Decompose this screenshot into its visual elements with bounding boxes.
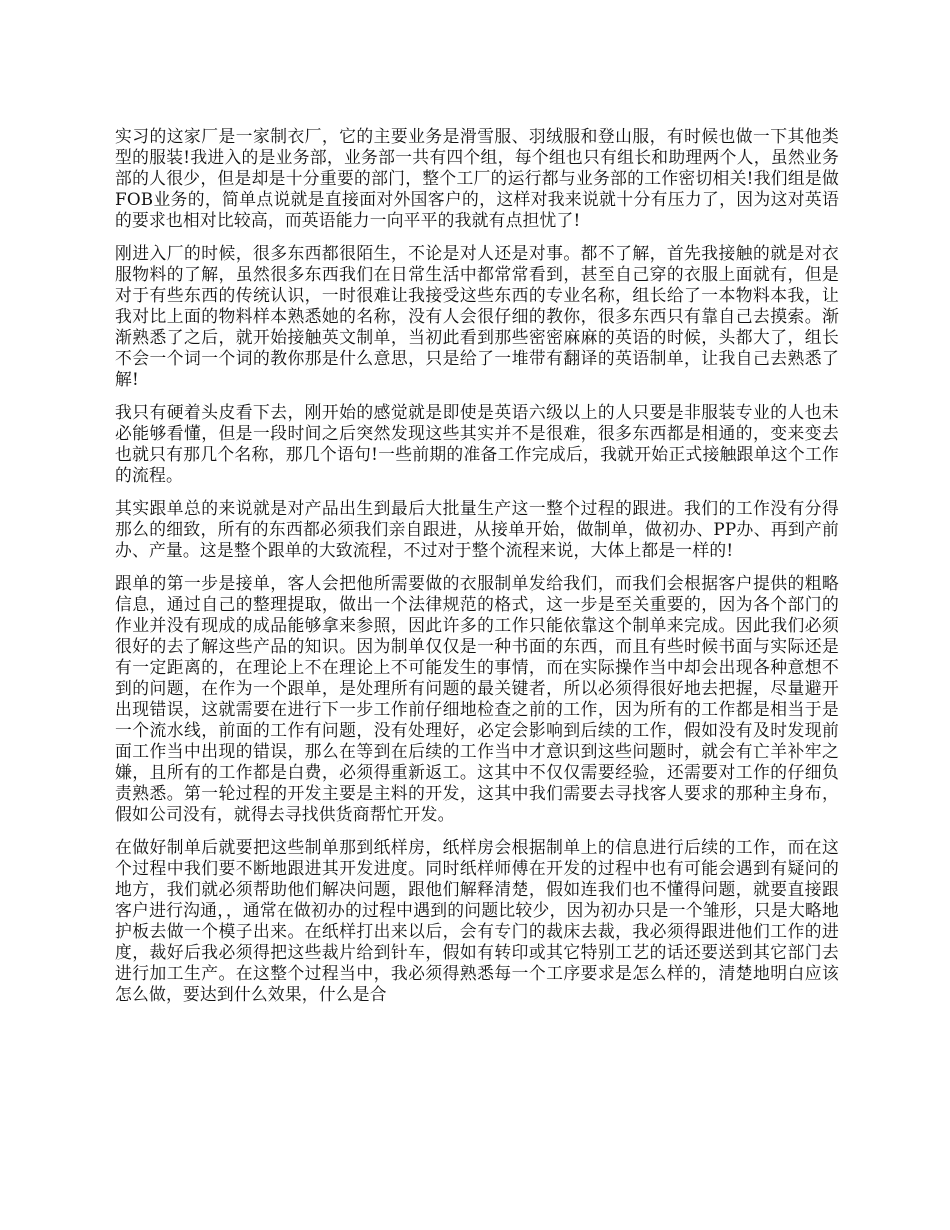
paragraph-2: 刚进入厂的时候，很多东西都很陌生，不论是对人还是对事。都不了解，首先我接触的就是对衣服物料的了解，虽然很多东西我们在日常生活中都常常看到，甚至自己穿的衣服上面就有，但是对于有些东西的传统认识，一时很难让我接受这些东西的专业名称，组长给了一本物料本我，让我对比上面的物料样本熟悉她的名称，没有人会很仔细的教你，很多东西只有靠自己去摸索。渐渐熟悉了之后，就开始接触英文制单，当初此看到那些密密麻麻的英语的时候，头都大了，组长不会一个词一个词的教你那是什么意思，只是给了一堆带有翻译的英语制单，让我自己去熟悉了解! (115, 243, 839, 389)
document-body (115, 126, 839, 1017)
paragraph-6: 在做好制单后就要把这些制单那到纸样房，纸样房会根据制单上的信息进行后续的工作，而在这个过程中我们要不断地跟进其开发进度。同时纸样师傅在开发的过程中也有可能会遇到有疑问的地方，我们就必须帮助他们解决问题，跟他们解释清楚，假如连我们也不懂得问题，就要直接跟客户进行沟通，，通常在做初办的过程中遇到的问题比较少，因为初办只是一个雏形，只是大略地护板去做一个模子出来。在纸样打出来以后，会有专门的裁床去裁，我必须得跟进他们工作的进度，裁好后我必须得把这些裁片给到针车，假如有转印或其它特别工艺的话还要送到其它部门去进行加工生产。在这整个过程当中，我必须得熟悉每一个工序要求是怎么样的，清楚地明白应该怎么做，要达到什么效果，什么是合 (115, 837, 839, 1004)
paragraph-5: 跟单的第一步是接单，客人会把他所需要做的衣服制单发给我们，而我们会根据客户提供的粗略信息，通过自己的整理提取，做出一个法律规范的格式，这一步是至关重要的，因为各个部门的作业并没有现成的成品能够拿来参照，因此许多的工作只能依靠这个制单来完成。因此我们必须很好的去了解这些产品的知识。因为制单仅仅是一种书面的东西，而且有些时候书面与实际还是有一定距离的，在理论上不在理论上不可能发生的事情，而在实际操作当中却会出现各种意想不到的问题，在作为一个跟单，是处理所有问题的最关键者，所以必须得很好地去把握，尽量避开出现错误，这就需要在进行下一步工作前仔细地检查之前的工作，因为所有的工作都是相当于是一个流水线，前面的工作有问题，没有处理好，必定会影响到后续的工作，假如没有及时发现前面工作当中出现的错误，那么在等到在后续的工作当中才意识到这些问题时，就会有亡羊补牢之嫌，且所有的工作都是白费，必须得重新返工。这其中不仅仅需要经验，还需要对工作的仔细负责熟悉。第一轮过程的开发主要是主料的开发，这其中我们需要去寻找客人要求的那种主身布，假如公司没有，就得去寻找供货商帮忙开发。 (115, 573, 839, 824)
paragraph-1: 实习的这家厂是一家制衣厂，它的主要业务是滑雪服、羽绒服和登山服，有时候也做一下其他类型的服装!我进入的是业务部，业务部一共有四个组，每个组也只有组长和助理两个人，虽然业务部的人很少，但是却是十分重要的部门，整个工厂的运行都与业务部的工作密切相关!我们组是做FOB业务的，简单点说就是直接面对外国客户的，这样对我来说就十分有压力了，因为这对英语的要求也相对比较高，而英语能力一向平平的我就有点担忧了! (115, 126, 839, 230)
paragraph-3: 我只有硬着头皮看下去，刚开始的感觉就是即使是英语六级以上的人只要是非服装专业的人也未必能够看懂，但是一段时间之后突然发现这些其实并不是很难，很多东西都是相通的，变来变去也就只有那几个名称，那几个语句!一些前期的准备工作完成后，我就开始正式接触跟单这个工作的流程。 (115, 402, 839, 485)
paragraph-4: 其实跟单总的来说就是对产品出生到最后大批量生产这一整个过程的跟进。我们的工作没有分得那么的细致，所有的东西都必须我们亲自跟进，从接单开始，做制单，做初办、PP办、再到产前办、产量。这是整个跟单的大致流程，不过对于整个流程来说，大体上都是一样的! (115, 498, 839, 560)
